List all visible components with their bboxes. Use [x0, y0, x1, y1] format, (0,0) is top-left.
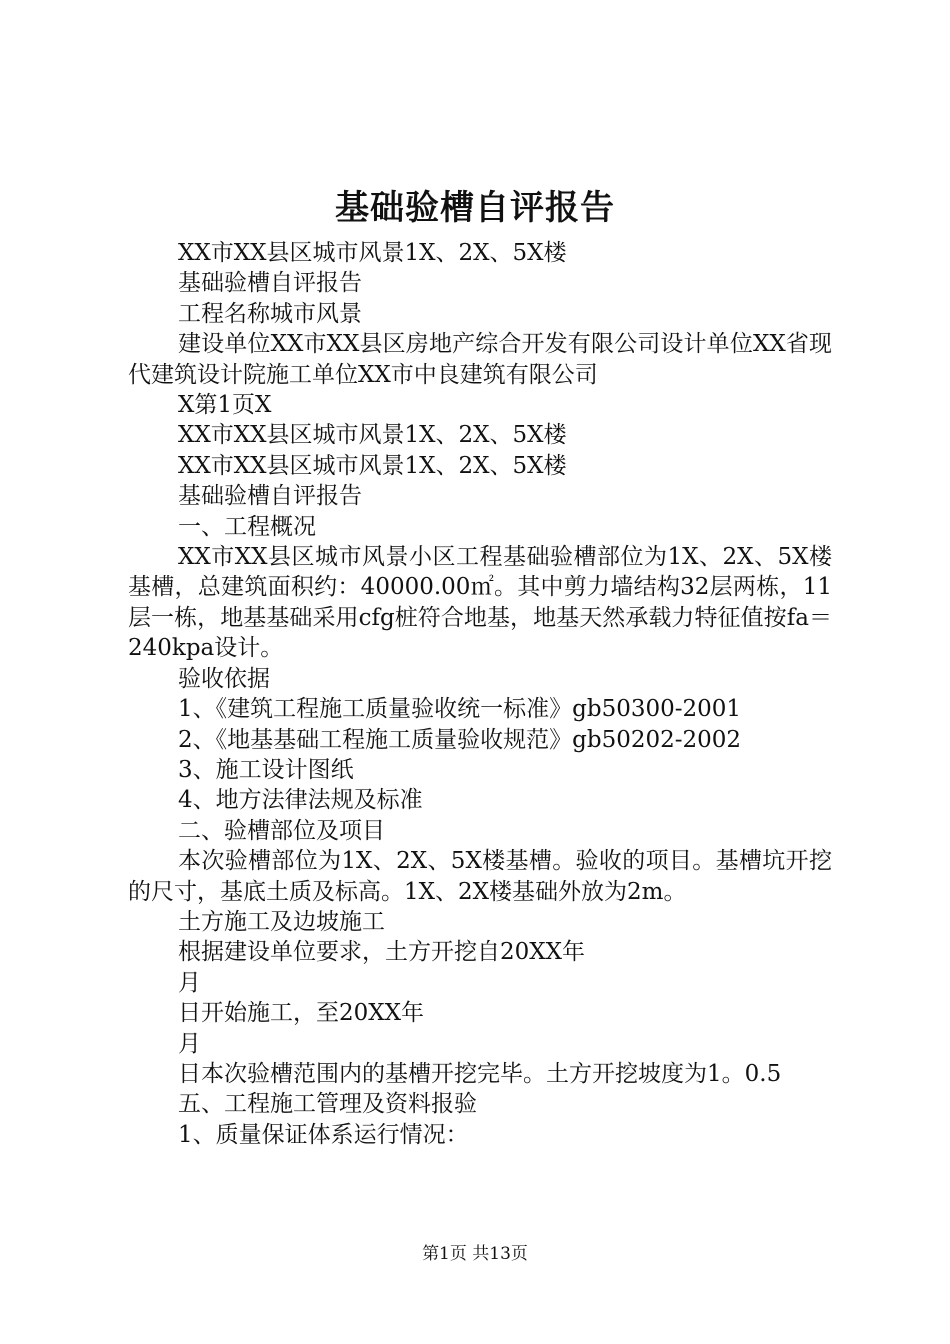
paragraph-month: 月	[178, 1030, 201, 1057]
section-heading-management: 五、工程施工管理及资料报验	[178, 1091, 477, 1118]
list-item-basis: 3、施工设计图纸	[178, 756, 354, 783]
paragraph-report-title: 基础验槽自评报告	[178, 270, 362, 297]
paragraph-month: 月	[178, 969, 201, 996]
section-heading-inspection: 二、验槽部位及项目	[178, 817, 385, 844]
paragraph-project-heading-repeat: XX市XX县区城市风景1X、2X、5X楼	[178, 422, 567, 449]
list-item-quality: 1、质量保证体系运行情况：	[178, 1121, 469, 1148]
paragraph-overview: XX市XX县区城市风景小区工程基础验槽部位为1X、2X、5X楼基槽，总建筑面积约：40000.00㎡。其中剪力墙结构32层两栋，11层一栋，地基基础采用cfg桩符合地基，地基天然承载力特征值按fa＝240kpa设计。	[128, 544, 832, 662]
paragraph-report-title-repeat: 基础验槽自评报告	[178, 483, 362, 510]
section-heading-earthwork: 土方施工及边坡施工	[178, 908, 385, 935]
list-item-basis: 1、《建筑工程施工质量验收统一标准》gb50300-2001	[178, 696, 742, 723]
paragraph-earthwork-complete: 日本次验槽范围内的基槽开挖完毕。土方开挖坡度为1。0.5	[178, 1060, 782, 1087]
section-heading-basis: 验收依据	[178, 665, 270, 692]
paragraph-earthwork-end: 日开始施工，至20XX年	[178, 1000, 425, 1027]
paragraph-project-heading-repeat: XX市XX县区城市风景1X、2X、5X楼	[178, 452, 567, 479]
paragraph-inspection: 本次验槽部位为1X、2X、5X楼基槽。验收的项目。基槽坑开挖的尺寸，基底土质及标高。1X、2X楼基础外放为2m。	[128, 848, 832, 905]
paragraph-page-marker: X第1页X	[178, 392, 272, 419]
list-item-basis: 2、《地基基础工程施工质量验收规范》gb50202-2002	[178, 726, 742, 753]
paragraph-project-heading: XX市XX县区城市风景1X、2X、5X楼	[178, 240, 567, 266]
paragraph-units: 建设单位XX市XX县区房地产综合开发有限公司设计单位XX省现代建筑设计院施工单位XX市中良建筑有限公司	[128, 331, 832, 388]
paragraph-project-name: 工程名称城市风景	[178, 300, 362, 327]
page-footer: 第1页 共13页	[422, 1244, 528, 1264]
document-title: 基础验槽自评报告	[335, 188, 615, 228]
paragraph-earthwork-start: 根据建设单位要求，土方开挖自20XX年	[178, 939, 586, 966]
document-body	[128, 238, 832, 1150]
list-item-basis: 4、地方法律法规及标准	[178, 787, 423, 814]
section-heading-overview: 一、工程概况	[178, 513, 316, 540]
